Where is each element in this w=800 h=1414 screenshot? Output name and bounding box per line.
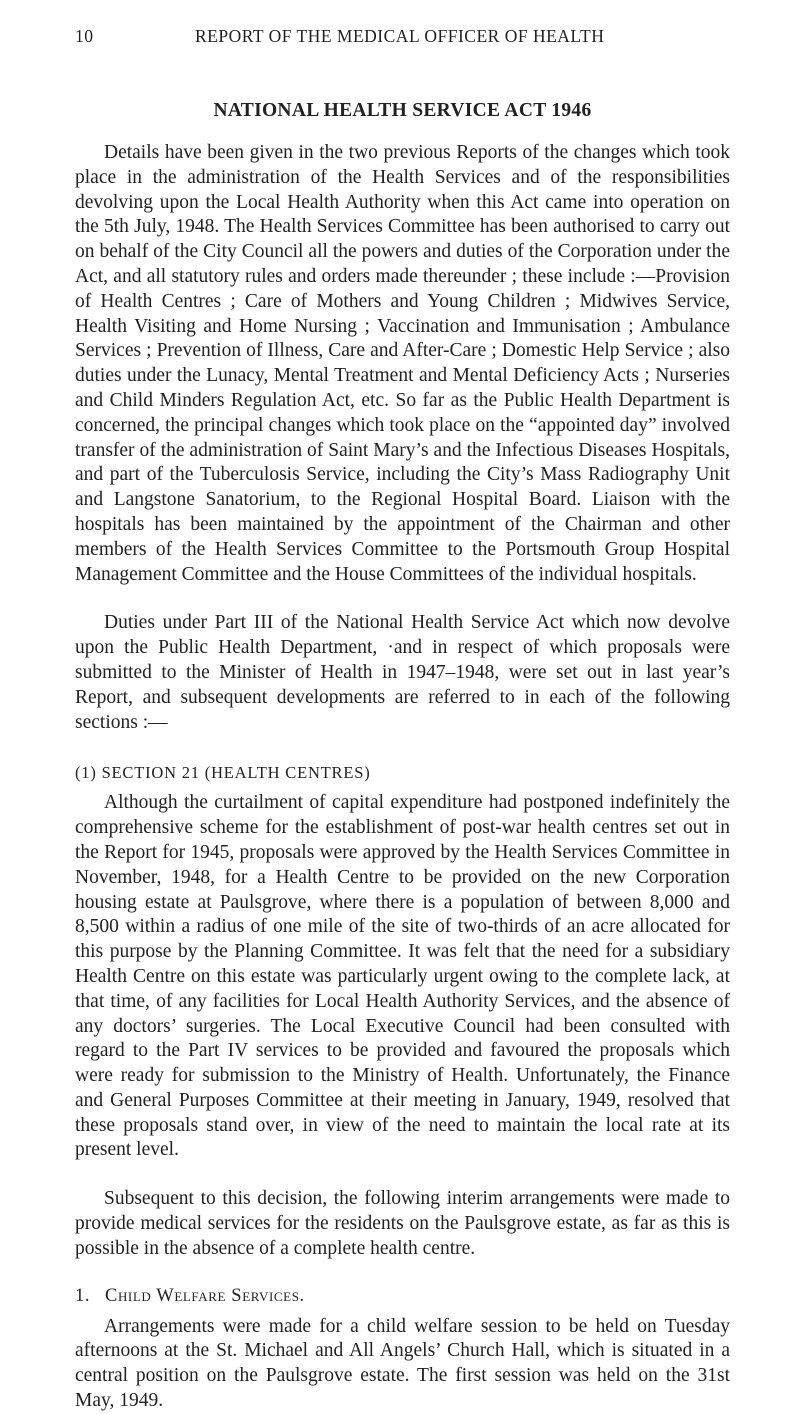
subsection-label: Child Welfare Services. <box>105 1285 305 1306</box>
subsection-number: 1. <box>75 1285 91 1306</box>
paragraph-gap <box>75 735 730 759</box>
act-title: NATIONAL HEALTH SERVICE ACT 1946 <box>213 100 592 121</box>
page-number: 10 <box>75 26 94 46</box>
paragraph-health-centres: Although the curtailment of capital expenditure had postponed indefinitely the comprehensive scheme for the establishment of post-war health centres set out in the Report for 1945, proposals were approved by the Health Services Committee in November, 1948, for a Health Centre to be provided on the new Corporation housing estate at Paulsgrove, where there is a population of between 8,000 and 8,500 within a radius of one mile of the site of two-thirds of an acre allocated for this purpose by the Planning Committee. It was felt that the need for a subsidiary Health Centre on this estate was particularly urgent owing to the complete lack, at that time, of any facilities for Local Health Authority Services, and the absence of any doctors’ surgeries. The Local Executive Council had been consulted with regard to the Part IV services to be provided and favoured the proposals which were ready for submission to the Ministry of Health. Unfortunately, the Finance and General Purposes Committee at their meeting in January, 1949, resolved that these proposals stand over, in view of the need to maintain the local rate at its present level. <box>75 792 730 1161</box>
paragraph-child-welfare: Arrangements were made for a child welfare session to be held on Tuesday afternoons at the St. Michael and All Angels’ Church Hall, which is situated in a central position on the Paulsgrove estate. The first session was held on the 31st May, 1949. <box>75 1315 730 1412</box>
paragraph-interim-arrangements: Subsequent to this decision, the following interim arrangements were made to provide medical services for the residents on the Paulsgrove estate, as far as this is possible in the absence of a complete health centre. <box>75 1188 730 1259</box>
subsection-heading-child-welfare <box>75 1286 730 1307</box>
paragraph-gap <box>75 1262 730 1286</box>
paragraph-part-three: Duties under Part III of the National Health Service Act which now devolve upon the Public Health Department, ·and in respect of which proposals were submitted to the Minister of Health in 1947–1948, were set out in last year’s Report, and subsequent developments are referred to in each of the following sections :— <box>75 612 730 733</box>
running-header <box>75 18 730 58</box>
running-title: REPORT OF THE MEDICAL OFFICER OF HEALTH <box>195 26 605 46</box>
section-heading-health-centres: (1) SECTION 21 (HEALTH CENTRES) <box>75 763 371 783</box>
paragraph-gap <box>75 1163 730 1187</box>
paragraph-intro: Details have been given in the two previous Reports of the changes which took place in the administration of the Health Services and of the responsibilities devolving upon the Local Health Authority when this Act came into operation on the 5th July, 1948. The Health Services Committee has been authorised to carry out on behalf of the City Council all the powers and duties of the Corporation under the Act, and all statutory rules and orders made thereunder ; these include :—Provision of Health Centres ; Care of Mothers and Young Children ; Midwives Service, Health Visiting and Home Nursing ; Vaccination and Immunisation ; Ambulance Services ; Prevention of Illness, Care and After-Care ; Domestic Help Service ; also duties under the Lunacy, Mental Treatment and Mental Deficiency Acts ; Nurseries and Child Minders Regulation Act, etc. So far as the Public Health Department is concerned, the principal changes which took place on the “appointed day” involved transfer of the administration of Saint Mary’s and the Infectious Diseases Hospitals, and part of the Tuberculosis Service, including the City’s Mass Radiography Unit and Langstone Sanatorium, to the Regional Hospital Board. Liaison with the hospitals has been maintained by the appointment of the Chairman and other members of the Health Services Committee to the Portsmouth Group Hospital Management Committee and the House Committees of the individual hospitals. <box>75 142 730 585</box>
paragraph-gap <box>75 587 730 611</box>
